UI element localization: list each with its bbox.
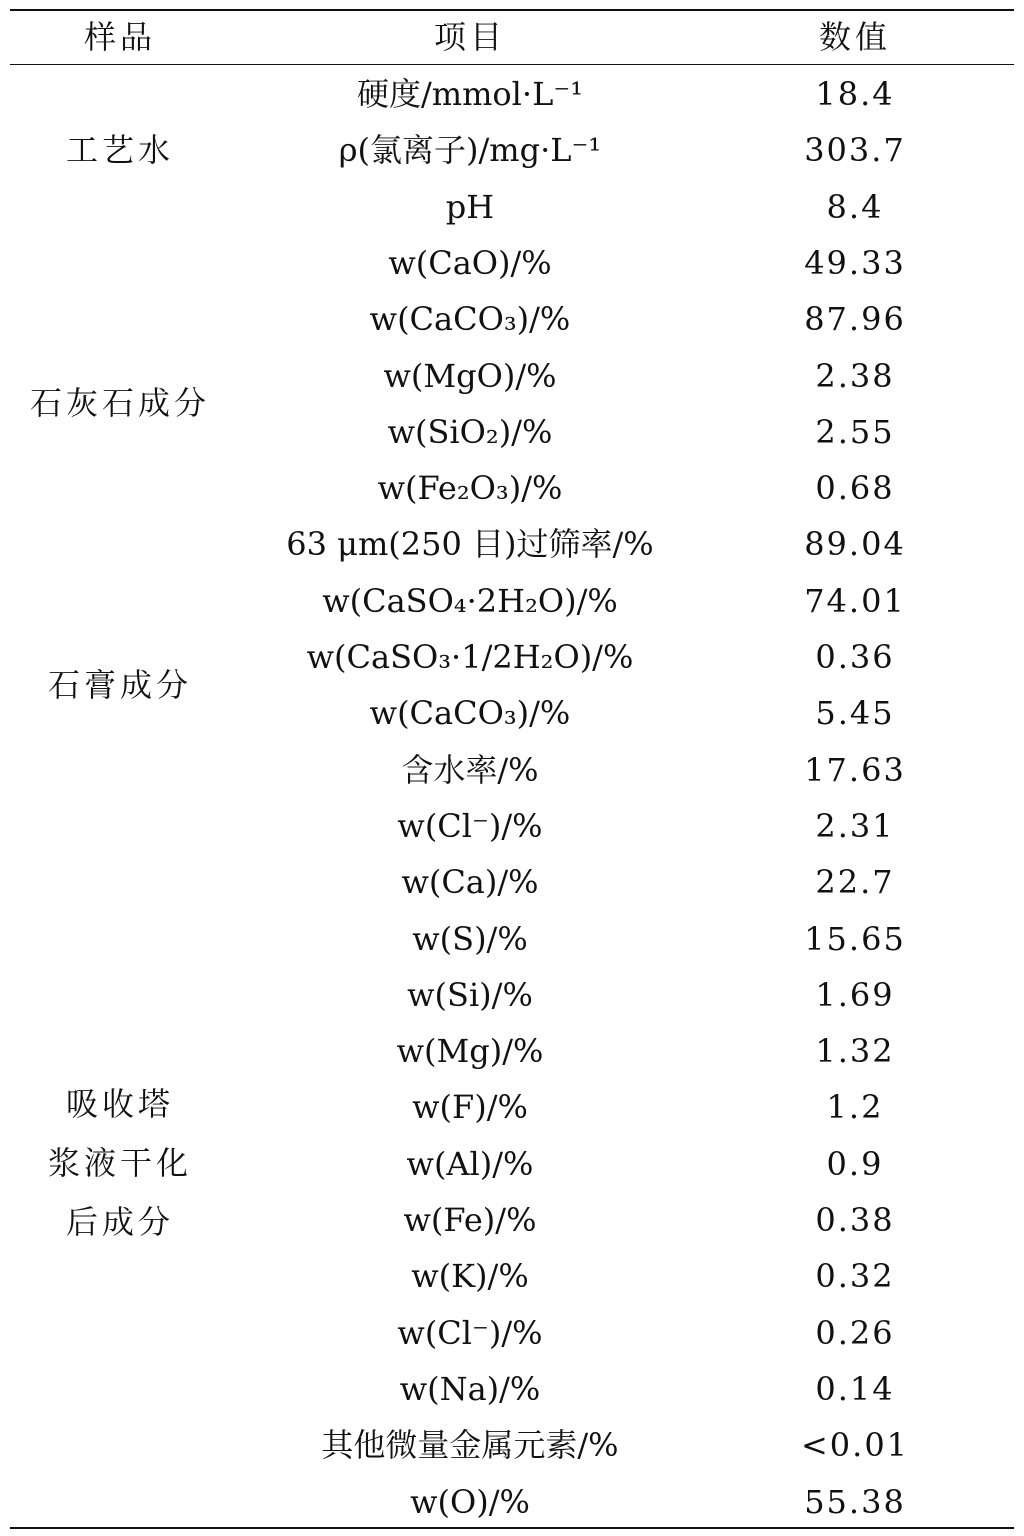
cell-item: ρ(氯离子)/mg·L⁻¹ (338, 131, 602, 170)
cell-item: 硬度/mmol·L⁻¹ (356, 75, 584, 113)
group-label-line: 石膏成分 (47, 665, 192, 704)
cell-value: <0.01 (800, 1426, 910, 1465)
cell-item: w(CaCO₃)/% (369, 694, 571, 733)
cell-value: 0.68 (815, 469, 895, 508)
header-sample: 样品 (83, 18, 156, 56)
table-row (0, 1023, 1024, 1079)
group-label-line: 浆液干化 (47, 1144, 192, 1183)
cell-value: 2.55 (815, 412, 895, 451)
table-row (0, 1136, 1024, 1192)
table-row (0, 1474, 1024, 1530)
cell-item: w(SiO₂)/% (387, 412, 553, 451)
cell-item: 63 μm(250 目)过筛率/% (286, 525, 654, 564)
table-row (0, 348, 1024, 404)
cell-value: 2.31 (815, 806, 895, 845)
cell-item: w(Cl⁻)/% (397, 806, 543, 845)
cell-value: 74.01 (804, 581, 906, 620)
cell-item: w(O)/% (410, 1482, 530, 1521)
group-label-line: 工艺水 (65, 130, 174, 169)
cell-value: 5.45 (815, 694, 895, 733)
table-row (0, 1361, 1024, 1417)
table-row (0, 1079, 1024, 1135)
cell-value: 17.63 (804, 750, 906, 789)
table-row (0, 516, 1024, 572)
table-row (0, 460, 1024, 516)
table-row (0, 235, 1024, 291)
table-row (0, 122, 1024, 178)
cell-item: w(Fe)/% (403, 1201, 537, 1239)
header-item: 项目 (433, 18, 506, 56)
group-label-line: 石灰石成分 (29, 384, 210, 423)
table-top-rule (10, 9, 1014, 11)
cell-value: 18.4 (815, 75, 895, 113)
group-label-line: 后成分 (65, 1203, 174, 1242)
cell-value: 1.32 (815, 1032, 895, 1071)
cell-item: w(Cl⁻)/% (397, 1313, 543, 1352)
cell-value: 0.32 (815, 1257, 895, 1296)
table-row (0, 573, 1024, 629)
cell-value: 303.7 (804, 131, 906, 170)
cell-item: 其他微量金属元素/% (321, 1426, 619, 1465)
table-row (0, 911, 1024, 967)
cell-item: w(K)/% (411, 1257, 529, 1296)
table-bottom-rule (10, 1527, 1014, 1529)
cell-value: 0.26 (815, 1313, 895, 1352)
table-row (0, 1192, 1024, 1248)
cell-value: 55.38 (804, 1482, 906, 1521)
cell-value: 87.96 (804, 300, 906, 339)
cell-item: w(CaSO₄·2H₂O)/% (322, 581, 618, 620)
cell-item: w(Na)/% (399, 1369, 541, 1408)
cell-item: w(CaO)/% (388, 243, 552, 282)
cell-item: w(S)/% (412, 919, 528, 958)
cell-value: 2.38 (815, 356, 895, 395)
cell-value: 49.33 (804, 243, 906, 282)
cell-item: w(Mg)/% (396, 1032, 544, 1071)
cell-item: pH (445, 187, 495, 226)
cell-item: w(Al)/% (406, 1144, 534, 1183)
cell-item: w(Si)/% (407, 975, 533, 1014)
cell-value: 0.9 (826, 1144, 884, 1183)
cell-value: 22.7 (815, 863, 895, 902)
cell-value: 8.4 (826, 187, 884, 226)
table-row (0, 1248, 1024, 1304)
cell-item: w(Fe₂O₃)/% (377, 469, 563, 508)
cell-value: 1.2 (826, 1088, 884, 1127)
table-row (0, 629, 1024, 685)
cell-value: 15.65 (804, 919, 906, 958)
header-divider-rule (10, 64, 1014, 65)
cell-value: 0.36 (815, 638, 895, 676)
table-row (0, 742, 1024, 798)
table-row (0, 685, 1024, 741)
cell-item: w(CaCO₃)/% (369, 300, 571, 339)
cell-item: 含水率/% (401, 750, 539, 789)
table-row (0, 404, 1024, 460)
cell-item: w(CaSO₃·1/2H₂O)/% (306, 638, 634, 676)
table-row (0, 798, 1024, 854)
table-row (0, 291, 1024, 347)
table-row (0, 1305, 1024, 1361)
group-label-line: 吸收塔 (65, 1085, 174, 1124)
header-value: 数值 (818, 18, 891, 56)
cell-value: 1.69 (815, 975, 895, 1014)
table-row (0, 967, 1024, 1023)
cell-value: 0.14 (815, 1369, 895, 1408)
table-row (0, 179, 1024, 235)
cell-value: 0.38 (815, 1201, 895, 1239)
cell-item: w(MgO)/% (383, 356, 557, 395)
cell-item: w(Ca)/% (401, 863, 539, 902)
table-row (0, 854, 1024, 910)
table-row (0, 1417, 1024, 1473)
cell-item: w(F)/% (412, 1088, 528, 1127)
cell-value: 89.04 (804, 525, 906, 564)
table-row (0, 66, 1024, 122)
